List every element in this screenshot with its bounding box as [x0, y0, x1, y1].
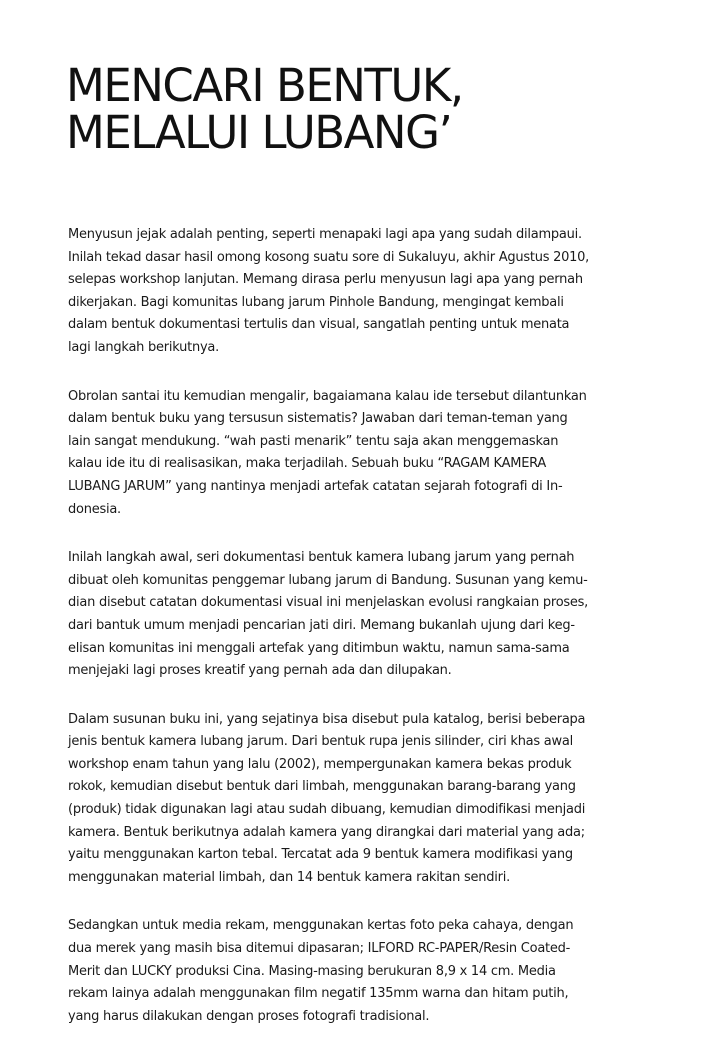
paragraph-line: lain sangat mendukung. “wah pasti menarik” tentu saja akan menggemaskan [68, 433, 559, 449]
paragraph-line: LUBANG JARUM” yang nantinya menjadi artefak catatan sejarah fotografi di In- [68, 478, 563, 494]
paragraph-line: Dalam susunan buku ini, yang sejatinya bisa disebut pula katalog, berisi beberapa [68, 711, 586, 727]
paragraph-line: dibuat oleh komunitas penggemar lubang jarum di Bandung. Susunan yang kemu- [68, 572, 588, 588]
article-body [68, 224, 668, 1054]
paragraph-line: jenis bentuk kamera lubang jarum. Dari bentuk rupa jenis silinder, ciri khas awal [68, 734, 573, 750]
paragraph-line: selepas workshop lanjutan. Memang dirasa perlu menyusun lagi apa yang pernah [68, 272, 583, 288]
paragraph-line: donesia. [68, 501, 121, 517]
paragraph-line: Obrolan santai itu kemudian mengalir, bagaiamana kalau ide tersebut dilantunkan [68, 388, 587, 404]
title-line-1: MENCARI BENTUK, [66, 59, 463, 112]
paragraph-line: kalau ide itu di realisasikan, maka terjadilah. Sebuah buku “RAGAM KAMERA [68, 456, 547, 472]
paragraph-line: yang harus dilakukan dengan proses fotografi tradisional. [68, 1008, 430, 1024]
paragraph-line: menjejaki lagi proses kreatif yang pernah ada dan dilupakan. [68, 663, 452, 679]
paragraph-line: workshop enam tahun yang lalu (2002), mempergunakan kamera bekas produk [68, 756, 572, 772]
paragraph-line: Sedangkan untuk media rekam, menggunakan kertas foto peka cahaya, dengan [68, 918, 574, 934]
paragraph-line: elisan komunitas ini menggali artefak yang ditimbun waktu, namun sama-sama [68, 640, 570, 656]
paragraph-line: (produk) tidak digunakan lagi atau sudah dibuang, kemudian dimodifikasi menjadi [68, 802, 586, 818]
paragraph-line: kamera. Bentuk berikutnya adalah kamera yang dirangkai dari material yang ada; [68, 824, 585, 840]
paragraph-4 [68, 709, 668, 890]
paragraph-line: menggunakan material limbah, dan 14 bentuk kamera rakitan sendiri. [68, 869, 510, 885]
paragraph-line: dalam bentuk dokumentasi tertulis dan visual, sangatlah penting untuk menata [68, 317, 570, 333]
paragraph-line: dari bantuk umum menjadi pencarian jati diri. Memang bukanlah ujung dari keg- [68, 617, 575, 633]
paragraph-line: dian disebut catatan dokumentasi visual ini menjelaskan evolusi rangkaian proses, [68, 595, 589, 611]
paragraph-line: Menyusun jejak adalah penting, seperti menapaki lagi apa yang sudah dilampaui. [68, 227, 582, 242]
paragraph-3 [68, 547, 668, 683]
paragraph-5 [68, 915, 668, 1028]
paragraph-line: yaitu menggunakan karton tebal. Tercatat ada 9 bentuk kamera modifikasi yang [68, 847, 573, 863]
paragraph-line: Inilah tekad dasar hasil omong kosong suatu sore di Sukaluyu, akhir Agustus 2010, [68, 249, 590, 265]
paragraph-line: Merit dan LUCKY produksi Cina. Masing-masing berukuran 8,9 x 14 cm. Media [68, 963, 556, 979]
page-title [66, 59, 463, 159]
paragraph-line: dua merek yang masih bisa ditemui dipasaran; ILFORD RC-PAPER/Resin Coated- [68, 941, 571, 957]
paragraph-line: lagi langkah berikutnya. [68, 339, 219, 355]
paragraph-line: dalam bentuk buku yang tersusun sistematis? Jawaban dari teman-teman yang [68, 411, 568, 427]
paragraph-line: rekam lainya adalah menggunakan film negatif 135mm warna dan hitam putih, [68, 986, 569, 1002]
paragraph-1 [68, 224, 668, 360]
paragraph-line: Inilah langkah awal, seri dokumentasi bentuk kamera lubang jarum yang pernah [68, 550, 575, 566]
paragraph-line: rokok, kemudian disebut bentuk dari limbah, menggunakan barang-barang yang [68, 779, 576, 795]
title-line-2: MELALUI LUBANG’ [66, 106, 452, 159]
paragraph-2 [68, 386, 668, 522]
paragraph-line: dikerjakan. Bagi komunitas lubang jarum Pinhole Bandung, mengingat kembali [68, 294, 564, 310]
